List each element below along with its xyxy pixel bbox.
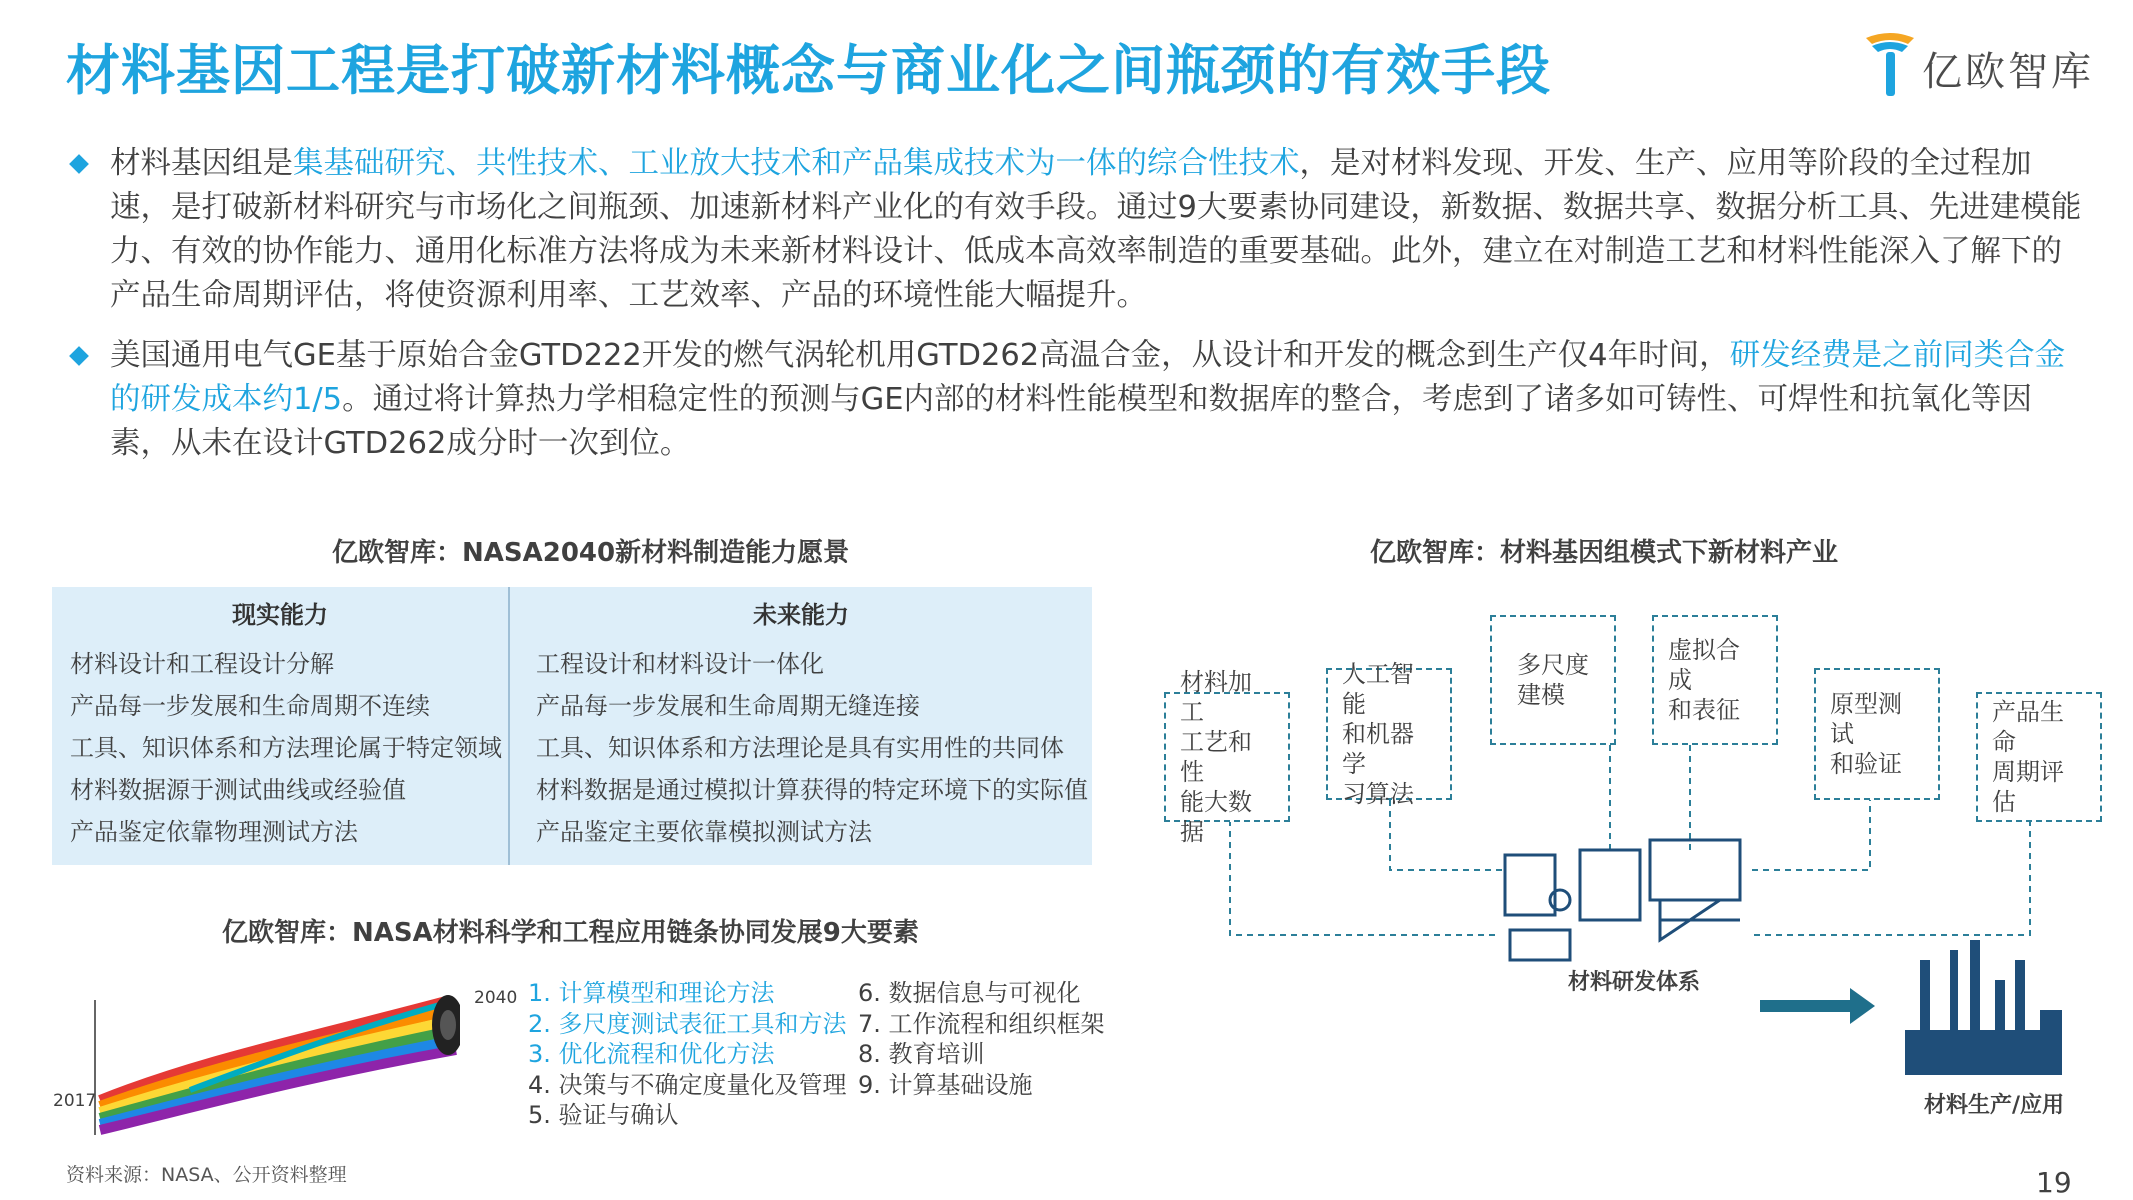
current-capability-column — [52, 587, 508, 865]
element-item: 4. 决策与不确定度量化及管理 — [528, 1070, 847, 1099]
logo-text: 亿欧智库 — [1922, 49, 2094, 95]
diagram-title: 亿欧智库：材料基因组模式下新材料产业 — [1370, 538, 1839, 568]
page-number: 19 — [2036, 1166, 2072, 1199]
element-item: 3. 优化流程和优化方法 — [528, 1040, 775, 1068]
list-item: 产品鉴定依靠物理测试方法 — [70, 818, 358, 846]
diamond-bullet-icon — [69, 154, 89, 174]
bullet-text-pre: 材料基因组是 — [110, 146, 293, 181]
logo — [1862, 30, 2102, 102]
diagram-box-process-data: 材料加工 工艺和性 能大数据 — [1164, 692, 1290, 822]
element-item: 5. 验证与确认 — [528, 1101, 679, 1129]
list-item: 产品每一步发展和生命周期不连续 — [70, 692, 430, 720]
page-title: 材料基因工程是打破新材料概念与商业化之间瓶颈的有效手段 — [66, 39, 1551, 102]
arrow-shaft — [1760, 1000, 1850, 1012]
bullet-highlight: 集基础研究、共性技术、工业放大技术和产品集成技术为一体的综合性技术 — [293, 146, 1300, 181]
element-item: 7. 工作流程和组织框架 — [858, 1009, 1105, 1038]
nine-elements-title: 亿欧智库：NASA材料科学和工程应用链条协同发展9大要素 — [222, 918, 919, 948]
element-item: 9. 计算基础设施 — [858, 1070, 1033, 1099]
diagram-box-lifecycle: 产品生命 周期评估 — [1976, 692, 2102, 822]
source-note: 资料来源：NASA、公开资料整理 — [66, 1164, 347, 1186]
year-end-label: 2040 — [474, 988, 518, 1008]
bullet-text-post: ，是对材料发现、开发、生产、应用等阶段的全过程加速，是打破新材料研究与市场化之间瓶颈、加速新材料产业化的有效手段。通过9大要素协同建设，新数据、数据共享、数据分析工具、先进建模能力、有效的协作能力、通用化标准方法将成为未来新材料设计、低成本高效率制造的重要基础。此外，建立在对制造工艺和材料性能深入了解下的产品生命周期评估，将使资源利用率、工艺效率、产品的环境性能大幅提升。 — [110, 146, 2082, 313]
logo-icon — [1862, 30, 1918, 100]
capability-table — [52, 587, 1092, 865]
bullet-text-post: 。通过将计算热力学相稳定性的预测与GE内部的材料性能模型和数据库的整合，考虑到了诸多如可铸性、可焊性和抗氧化等因素，从未在设计GTD262成分时一次到位。 — [110, 382, 2032, 461]
diagram-box-virtual-synthesis: 虚拟合成 和表征 — [1652, 615, 1778, 745]
bullet-list — [70, 142, 2090, 482]
diamond-bullet-icon — [69, 346, 89, 366]
list-item: 工程设计和材料设计一体化 — [536, 650, 824, 678]
list-item: 材料数据源于测试曲线或经验值 — [70, 776, 406, 804]
list-item: 工具、知识体系和方法理论是具有实用性的共同体 — [536, 734, 1064, 762]
future-capability-column — [510, 587, 1092, 865]
element-item: 1. 计算模型和理论方法 — [528, 979, 775, 1007]
element-item: 2. 多尺度测试表征工具和方法 — [528, 1009, 847, 1038]
list-item: 产品鉴定主要依靠模拟测试方法 — [536, 818, 872, 846]
year-start-label: 2017 — [53, 1091, 97, 1111]
factory-icon — [1905, 940, 2062, 1075]
element-item: 6. 数据信息与可视化 — [858, 979, 1081, 1007]
nasa-table-title: 亿欧智库：NASA2040新材料制造能力愿景 — [332, 538, 850, 568]
element-item: 8. 教育培训 — [858, 1040, 985, 1068]
cable-bundle-image — [50, 980, 460, 1135]
bullet-item — [70, 334, 2090, 466]
bullet-highlight: 研发经费是之前同类合金的研发成本约1/5 — [110, 338, 2066, 417]
column-header: 未来能力 — [753, 601, 849, 629]
bullet-item — [70, 142, 2090, 318]
rd-system-icon — [1505, 840, 1740, 960]
diagram-box-prototype: 原型测试 和验证 — [1814, 668, 1940, 800]
list-item: 材料设计和工程设计分解 — [70, 650, 334, 678]
bullet-text-pre: 美国通用电气GE基于原始合金GTD222开发的燃气涡轮机用GTD262高温合金，从设计和开发的概念到生产仅4年时间， — [110, 338, 1730, 373]
list-item: 材料数据是通过模拟计算获得的特定环境下的实际值 — [536, 776, 1088, 804]
arrow-head — [1850, 988, 1875, 1024]
diagram-connectors — [1160, 600, 2110, 1120]
nine-elements-list — [528, 978, 1188, 1148]
production-label: 材料生产/应用 — [1924, 1093, 2065, 1118]
column-header: 现实能力 — [232, 601, 328, 629]
list-item: 工具、知识体系和方法理论属于特定领域 — [70, 734, 502, 762]
list-item: 产品每一步发展和生命周期无缝连接 — [536, 692, 920, 720]
rd-system-label: 材料研发体系 — [1568, 970, 1701, 995]
diagram-box-ai-ml: 人工智能 和机器学 习算法 — [1326, 668, 1452, 800]
diagram-box-multiscale: 多尺度 建模 — [1490, 615, 1616, 745]
